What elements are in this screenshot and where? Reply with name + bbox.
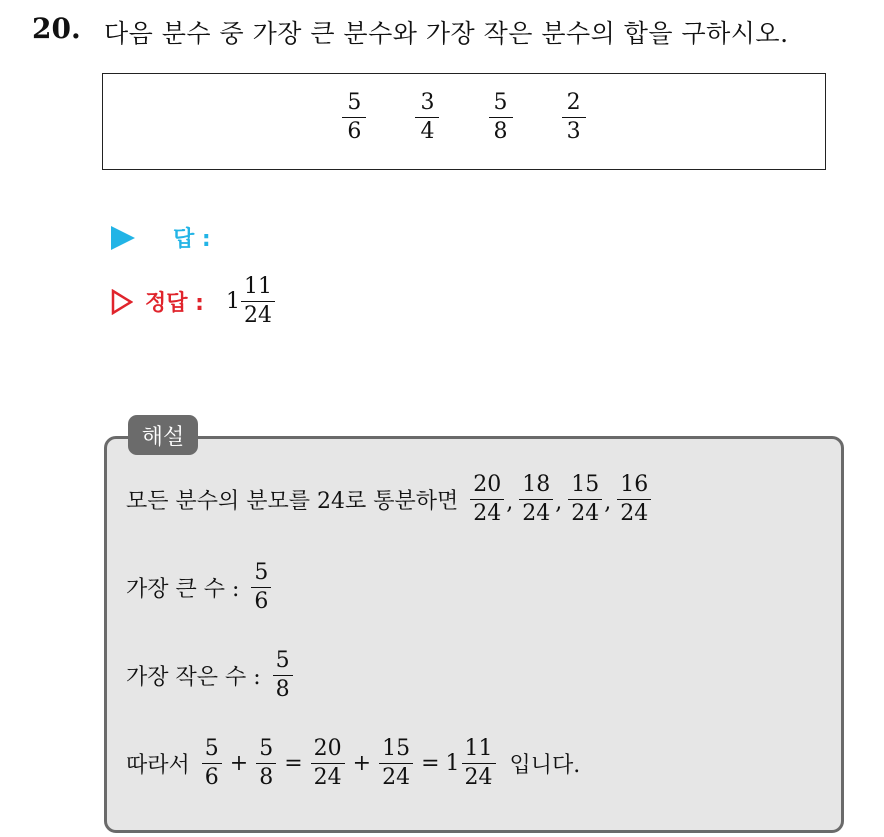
denominator: 24 (241, 301, 275, 327)
solution-text: 가장 작은 수 : (126, 665, 261, 690)
denominator: 6 (342, 117, 366, 143)
denominator: 24 (379, 763, 413, 789)
numerator: 15 (382, 736, 411, 761)
solution-text: 모든 분수의 분모를 24로 통분하면 (126, 489, 459, 514)
solution-text: 입니다. (509, 753, 581, 778)
numerator: 5 (204, 736, 219, 761)
solution-fraction (311, 738, 345, 789)
numerator: 2 (566, 90, 581, 115)
answer-fraction (241, 276, 275, 327)
equals-sign: = (284, 751, 303, 776)
numerator: 5 (254, 560, 269, 585)
numerator: 5 (493, 90, 508, 115)
numerator: 15 (571, 472, 600, 497)
mixed-whole: 1 (225, 289, 240, 314)
fraction-box (102, 73, 826, 170)
solution-fraction (568, 474, 602, 525)
question-text: 다음 분수 중 가장 큰 분수와 가장 작은 분수의 합을 구하시오. (104, 19, 789, 48)
denominator: 24 (617, 499, 651, 525)
numerator: 11 (464, 736, 493, 761)
solution-tab: 해설 (128, 415, 198, 455)
solution-fraction (256, 738, 276, 789)
numerator: 5 (259, 736, 274, 761)
mixed-whole: 1 (445, 751, 460, 776)
solution-fraction (519, 474, 553, 525)
solution-line-1 (126, 474, 653, 525)
outline-triangle-icon (111, 289, 133, 315)
numerator: 18 (522, 472, 551, 497)
plus-sign: + (352, 751, 372, 776)
numerator: 5 (347, 90, 362, 115)
question-number: 20. (32, 12, 81, 45)
denominator: 6 (202, 763, 222, 789)
fraction-item (562, 92, 586, 143)
solution-fraction (470, 474, 504, 525)
solution-line-4 (126, 738, 580, 789)
numerator: 20 (473, 472, 502, 497)
denominator: 3 (562, 117, 586, 143)
answer-key-label: 정답 : (145, 291, 204, 316)
numerator: 11 (243, 274, 272, 299)
solution-fraction (273, 650, 293, 701)
numerator: 5 (275, 648, 290, 673)
equals-sign: = (421, 751, 440, 776)
comma: , (506, 490, 514, 515)
answer-label: 답 : (173, 227, 211, 252)
denominator: 24 (470, 499, 504, 525)
numerator: 20 (313, 736, 342, 761)
denominator: 24 (462, 763, 496, 789)
fraction-item (342, 92, 366, 143)
solution-fraction (617, 474, 651, 525)
result-fraction (462, 738, 496, 789)
fraction-item (489, 92, 513, 143)
plus-sign: + (229, 751, 249, 776)
solution-text: 가장 큰 수 : (126, 577, 240, 602)
denominator: 8 (273, 675, 293, 701)
solution-fraction (202, 738, 222, 789)
solution-line-2 (126, 562, 273, 613)
denominator: 24 (311, 763, 345, 789)
solution-fraction (379, 738, 413, 789)
denominator: 8 (489, 117, 513, 143)
denominator: 6 (251, 587, 271, 613)
denominator: 4 (415, 117, 439, 143)
denominator: 8 (256, 763, 276, 789)
solution-fraction (251, 562, 271, 613)
solution-line-3 (126, 650, 295, 701)
answer-row (111, 222, 211, 253)
numerator: 16 (620, 472, 649, 497)
numerator: 3 (420, 90, 435, 115)
denominator: 24 (568, 499, 602, 525)
comma: , (604, 490, 612, 515)
answer-key-value (226, 276, 275, 327)
answer-key-row (111, 276, 275, 327)
fraction-list (103, 92, 825, 143)
denominator: 24 (519, 499, 553, 525)
comma: , (555, 490, 563, 515)
solution-text: 따라서 (126, 753, 190, 778)
play-triangle-icon (111, 226, 135, 250)
fraction-item (415, 92, 439, 143)
